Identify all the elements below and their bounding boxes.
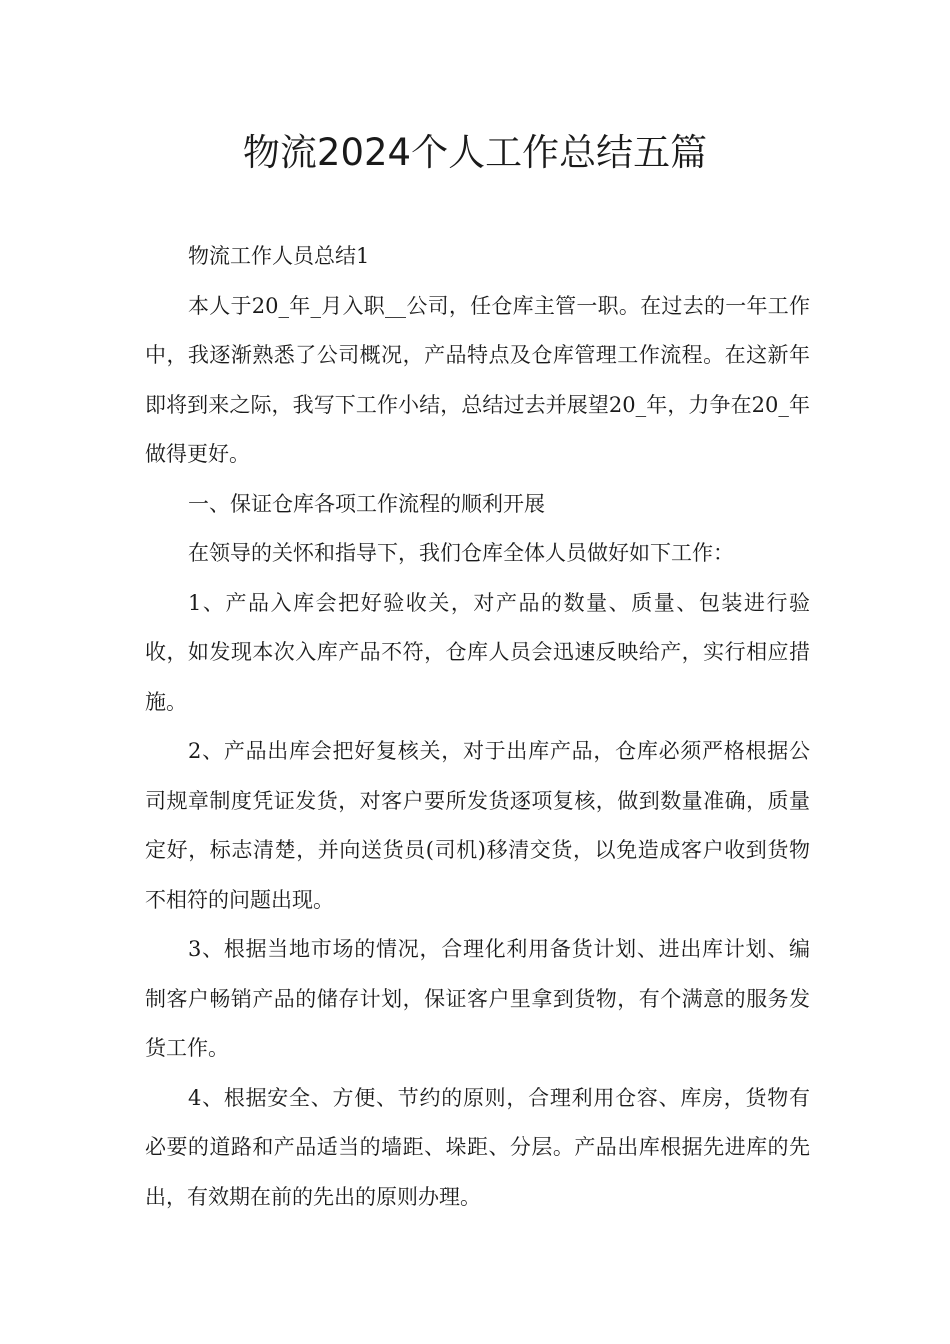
document-body xyxy=(145,232,810,1222)
list-item-3: 3、根据当地市场的情况，合理化利用备货计划、进出库计划、编制客户畅销产品的储存计划，保证客户里拿到货物，有个满意的服务发货工作。 xyxy=(145,937,810,1060)
list-item-2: 2、产品出库会把好复核关，对于出库产品，仓库必须严格根据公司规章制度凭证发货，对客户要所发货逐项复核，做到数量准确，质量定好，标志清楚，并向送货员(司机)移清交货，以免造成客户收到货物不相符的问题出现。 xyxy=(145,739,810,912)
section-subtitle: 物流工作人员总结1 xyxy=(188,244,370,268)
list-item-4: 4、根据安全、方便、节约的原则，合理利用仓容、库房，货物有必要的道路和产品适当的墙距、垛距、分层。产品出库根据先进库的先出，有效期在前的先出的原则办理。 xyxy=(145,1085,810,1209)
document-title: 物流2024个人工作总结五篇 xyxy=(242,131,708,174)
intro-paragraph: 本人于20_年_月入职__公司，任仓库主管一职。在过去的一年工作中，我逐渐熟悉了公司概况，产品特点及仓库管理工作流程。在这新年即将到来之际，我写下工作小结，总结过去并展望20_年，力争在20_年做得更好。 xyxy=(145,293,810,466)
list-item-1: 1、产品入库会把好验收关，对产品的数量、质量、包装进行验收，如发现本次入库产品不符，仓库人员会迅速反映给产，实行相应措施。 xyxy=(145,590,810,714)
section-heading: 一、保证仓库各项工作流程的顺利开展 xyxy=(188,491,545,516)
lead-paragraph: 在领导的关怀和指导下，我们仓库全体人员做好如下工作： xyxy=(188,541,734,565)
